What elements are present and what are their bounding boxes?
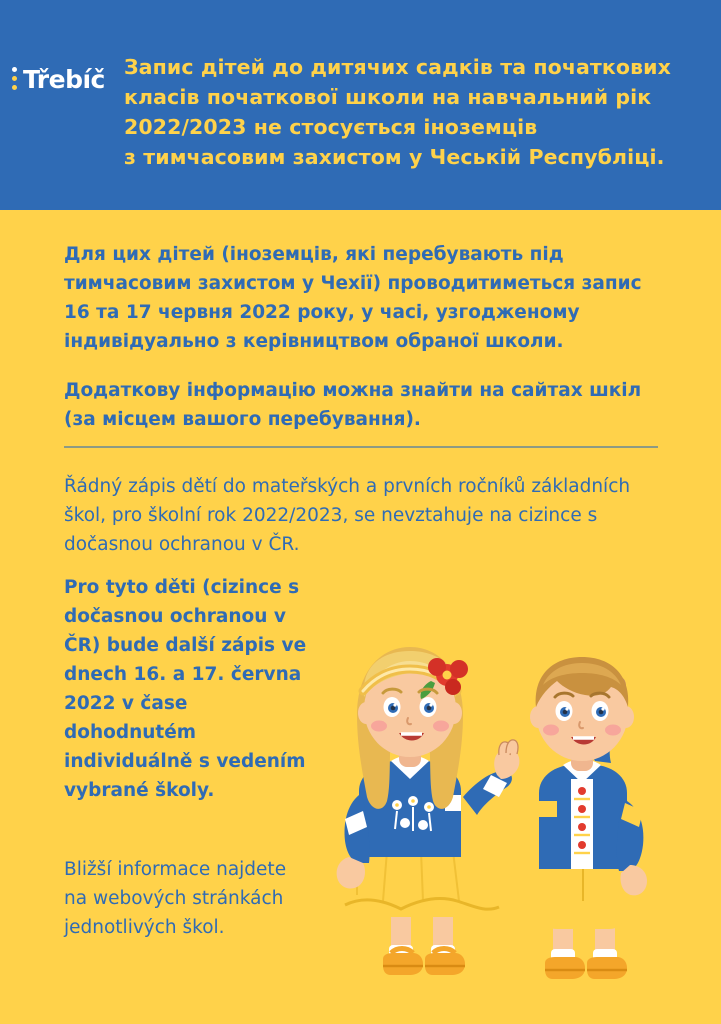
header-line-1: Запис дітей до дитячих садків та початкових	[124, 55, 671, 79]
czech-paragraph-3: Bližší informace najdete na webových stránkách jednotlivých škol.	[64, 859, 287, 938]
header-line-3: 2022/2023 не стосується іноземців	[124, 115, 538, 139]
ukrainian-paragraph-2: Додаткову інформацію можна знайти на сайтах шкіл (за місцем вашого перебування).	[64, 380, 642, 430]
czech-paragraph-1: Řádný zápis dětí do mateřských a prvních ročníků základních škol, pro školní rok 2022/2023, se nevztahuje na cizince s dočasnou ochranou v ČR.	[64, 476, 631, 555]
czech-text-block	[64, 472, 664, 559]
girl-figure	[337, 647, 520, 975]
boy-figure	[530, 657, 647, 979]
two-children-illustration	[295, 565, 715, 985]
czech-bold-block	[64, 573, 314, 805]
czech-paragraph-2: Pro tyto děti (cizince s dočasnou ochranou v ČR) bude další zápis ve dnech 16. a 17. června 2022 v čase dohodnutém individuálně s vedením vybrané školy.	[64, 577, 307, 801]
logo-text: Třebíč	[23, 64, 105, 94]
logo-dots-icon	[12, 67, 17, 92]
ukrainian-paragraph-1: Для цих дітей (іноземців, які перебувають під тимчасовим захистом у Чехії) проводитиметься запис 16 та 17 червня 2022 року, у часі, узгодженому індивідуально з керівництвом обраної школи.	[64, 244, 642, 352]
header-line-4: з тимчасовим захистом у Чеській Республіці.	[124, 145, 665, 169]
trebic-logo	[12, 57, 112, 101]
body-section	[0, 210, 721, 1024]
header-banner	[0, 0, 721, 210]
ukrainian-text-block	[64, 240, 664, 434]
section-divider	[64, 446, 658, 448]
czech-note-block	[64, 855, 314, 942]
header-line-2: класів початкової школи на навчальний рік	[124, 85, 652, 109]
header-title	[124, 52, 704, 172]
